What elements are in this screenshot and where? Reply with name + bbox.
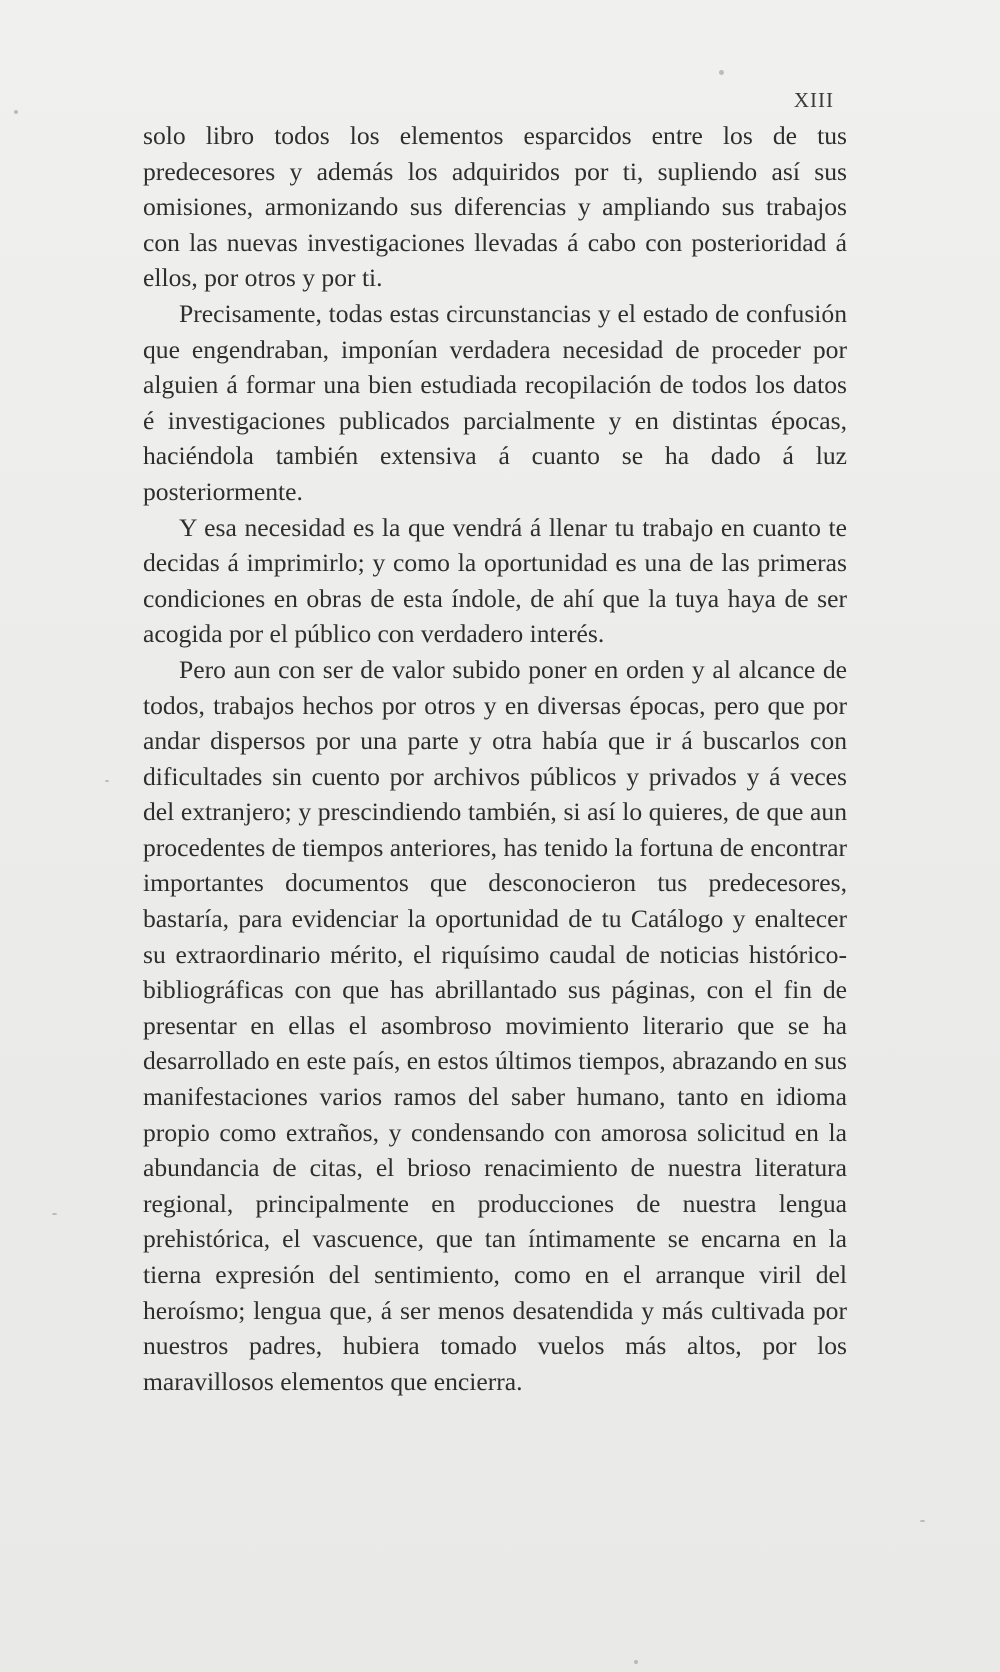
paper-speck xyxy=(105,780,109,782)
page-number: XIII xyxy=(793,88,834,112)
paper-speck xyxy=(719,70,724,75)
body-text xyxy=(143,118,847,1399)
paragraph-4: Pero aun con ser de valor subido poner en orden y al alcance de todos, trabajos hechos por otros y en diversas épocas, pero que por andar dispersos por una parte y otra había que ir á buscarlos con dificultades sin cuento por archivos públicos y privados y á veces del extranjero; y prescindiendo también, si así lo quieres, de que aun procedentes de tiempos anteriores, has tenido la fortuna de encontrar importantes documentos que desconocieron tus predecesores, bastaría, para evidenciar la oportunidad de tu Catálogo y enaltecer su extraordinario mérito, el riquísimo caudal de noticias histórico-bibliográficas con que has abrillantado sus páginas, con el fin de presentar en ellas el asombroso movimiento literario que se ha desarrollado en este país, en estos últimos tiempos, abrazando en sus manifestaciones varios ramos del saber humano, tanto en idioma propio como extraños, y condensando con amorosa solicitud en la abundancia de citas, el brioso renacimiento de nuestra literatura regional, principalmente en producciones de nuestra lengua prehistórica, el vascuence, que tan íntimamente se encarna en la tierna expresión del sentimiento, como en el arranque viril del heroísmo; lengua que, á ser menos desatendida y más cultivada por nuestros padres, hubiera tomado vuelos más altos, por los maravillosos elementos que encierra. xyxy=(143,654,847,1396)
paper-speck xyxy=(920,1520,925,1522)
paragraph-3: Y esa necesidad es la que vendrá á llenar tu trabajo en cuanto te decidas á imprimirlo; y como la oportunidad es una de las primeras condiciones en obras de esta índole, de ahí que la tuya haya de ser acogida por el público con verdadero interés. xyxy=(143,512,847,649)
paragraph-2: Precisamente, todas estas circunstancias y el estado de confusión que engendraban, imponían verdadera necesidad de proceder por alguien á formar una bien estudiada recopilación de todos los datos é investigaciones publicados parcialmente y en distintas épocas, haciéndola también extensiva á cuanto se ha dado á luz posteriormente. xyxy=(143,298,847,506)
paper-speck xyxy=(52,1213,57,1215)
paper-speck xyxy=(14,110,18,114)
paragraph-1: solo libro todos los elementos esparcidos entre los de tus predecesores y además los adquiridos por ti, supliendo así sus omisiones, armonizando sus diferencias y ampliando sus trabajos con las nuevas investigaciones llevadas á cabo con posterioridad á ellos, por otros y por ti. xyxy=(143,121,847,293)
paper-speck xyxy=(634,1660,638,1664)
